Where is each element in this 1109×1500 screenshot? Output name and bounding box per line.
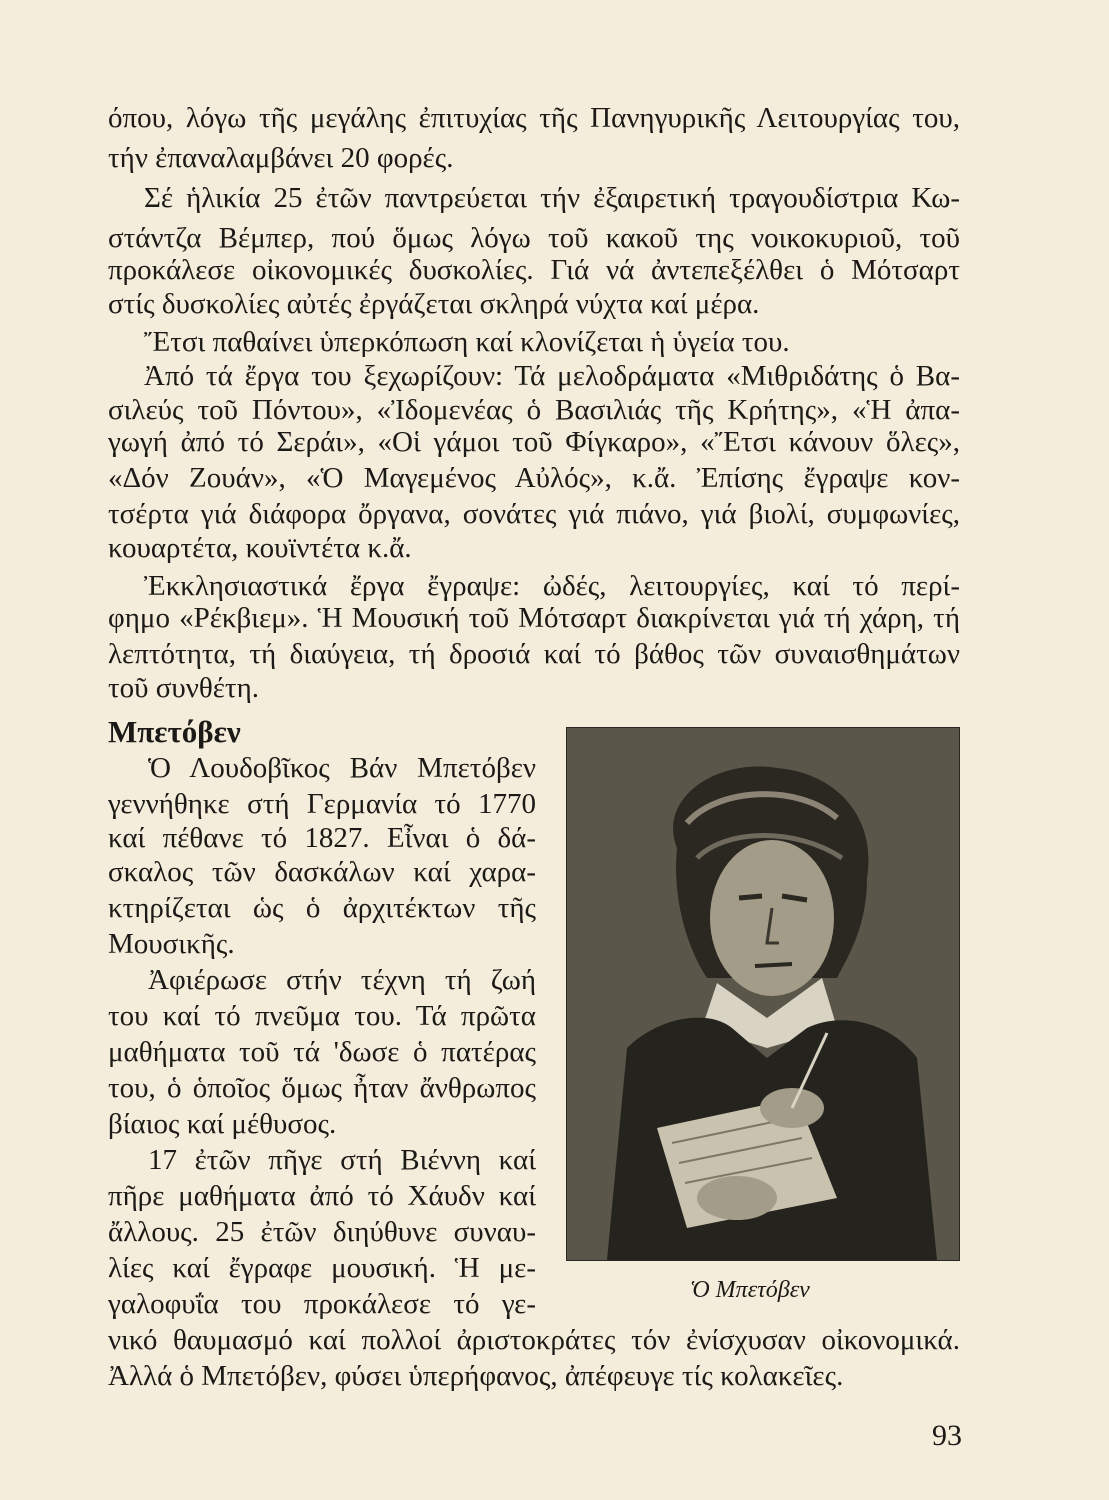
text-line: μαθήματα τοῦ τά 'δωσε ὁ πατέρας [108, 1036, 536, 1068]
text-line: γωγή ἀπό τό Σεράι», «Οἱ γάμοι τοῦ Φίγκαρο», «Ἔτσι κάνουν ὅλες», [108, 426, 960, 458]
text-line: λεπτότητα, τή διαύγεια, τή δροσιά καί τό βάθος τῶν συναισθημάτων [108, 638, 960, 670]
text-line: σιλεύς τοῦ Πόντου», «Ἰδομενέας ὁ Βασιλιάς τῆς Κρήτης», «Ἡ ἀπα- [108, 394, 960, 426]
text-line: φημο «Ρέκβιεμ». Ἡ Μουσική τοῦ Μότσαρτ διακρίνεται γιά τή χάρη, τή [108, 602, 960, 634]
text-line: «Δόν Ζουάν», «Ὁ Μαγεμένος Αὐλός», κ.ἄ. Ἐπίσης ἔγραψε κον- [108, 462, 960, 494]
text-line: σκαλος τῶν δασκάλων καί χαρα- [108, 856, 536, 888]
text-line: λίες καί ἔγραφε μουσική. Ἡ με- [108, 1252, 536, 1284]
text-line: Ἀλλά ὁ Μπετόβεν, φύσει ὑπερήφανος, ἀπέφευγε τίς κολακεῖες. [108, 1360, 844, 1392]
text-line: στίς δυσκολίες αὐτές ἐργάζεται σκληρά νύχτα καί μέρα. [108, 288, 760, 320]
text-line: κουαρτέτα, κουϊντέτα κ.ἄ. [108, 532, 412, 564]
text-line: Ἀπό τά ἔργα του ξεχωρίζουν: Τά μελοδράματα «Μιθριδάτης ὁ Βα- [144, 360, 960, 392]
text-line: γαλοφυΐα του προκάλεσε τό γε- [108, 1288, 536, 1320]
text-line: προκάλεσε οἰκονομικές δυσκολίες. Γιά νά ἀντεπεξέλθει ὁ Μότσαρτ [108, 254, 960, 286]
text-line: γεννήθηκε στή Γερμανία τό 1770 [108, 788, 536, 820]
text-line: στάντζα Βέμπερ, πού ὅμως λόγω τοῦ κακοῦ της νοικοκυριοῦ, τοῦ [108, 222, 960, 254]
text-line: Μουσικῆς. [108, 928, 235, 960]
text-line: τήν ἐπαναλαμβάνει 20 φορές. [108, 142, 454, 174]
text-line: Ἔτσι παθαίνει ὑπερκόπωση καί κλονίζεται ἡ ὑγεία του. [144, 326, 790, 358]
text-line: του, ὁ ὁποῖος ὅμως ἦταν ἄνθρωπος [108, 1072, 536, 1104]
text-line: νικό θαυμασμό καί πολλοί ἀριστοκράτες τόν ἐνίσχυσαν οἰκονομικά. [108, 1324, 960, 1356]
text-line: κτηρίζεται ὡς ὁ ἀρχιτέκτων τῆς [108, 892, 536, 924]
page-number: 93 [932, 1419, 962, 1452]
text-line: καί πέθανε τό 1827. Εἶναι ὁ δά- [108, 822, 536, 854]
text-line: 17 ἐτῶν πῆγε στή Βιέννη καί [148, 1144, 536, 1176]
portrait-illustration [567, 728, 959, 1260]
text-line: Ὁ Λουδοβῖκος Βάν Μπετόβεν [148, 752, 536, 784]
text-line: πῆρε μαθήματα ἀπό τό Χάυδν καί [108, 1180, 536, 1212]
text-line: του καί τό πνεῦμα του. Τά πρῶτα [108, 1000, 536, 1032]
portrait-photo [566, 727, 960, 1261]
text-line: Σέ ἡλικία 25 ἐτῶν παντρεύεται τήν ἐξαιρετική τραγουδίστρια Κω- [144, 182, 960, 214]
text-line: ἄλλους. 25 ἐτῶν διηύθυνε συναυ- [108, 1216, 536, 1248]
text-line: όπου, λόγω τῆς μεγάλης ἐπιτυχίας τῆς Πανηγυρικῆς Λειτουργίας του, [108, 102, 960, 134]
text-line: τοῦ συνθέτη. [108, 672, 260, 704]
section-heading: Μπετόβεν [108, 714, 241, 749]
text-line: Ἐκκλησιαστικά ἔργα ἔγραψε: ὠδές, λειτουργίες, καί τό περί- [144, 570, 960, 602]
text-line: βίαιος καί μέθυσος. [108, 1108, 337, 1140]
text-line: Ἀφιέρωσε στήν τέχνη τή ζωή [148, 964, 536, 996]
photo-caption: Ὁ Μπετόβεν [690, 1277, 810, 1303]
text-line: τσέρτα γιά διάφορα ὄργανα, σονάτες γιά πιάνο, γιά βιολί, συμφωνίες, [108, 498, 960, 530]
